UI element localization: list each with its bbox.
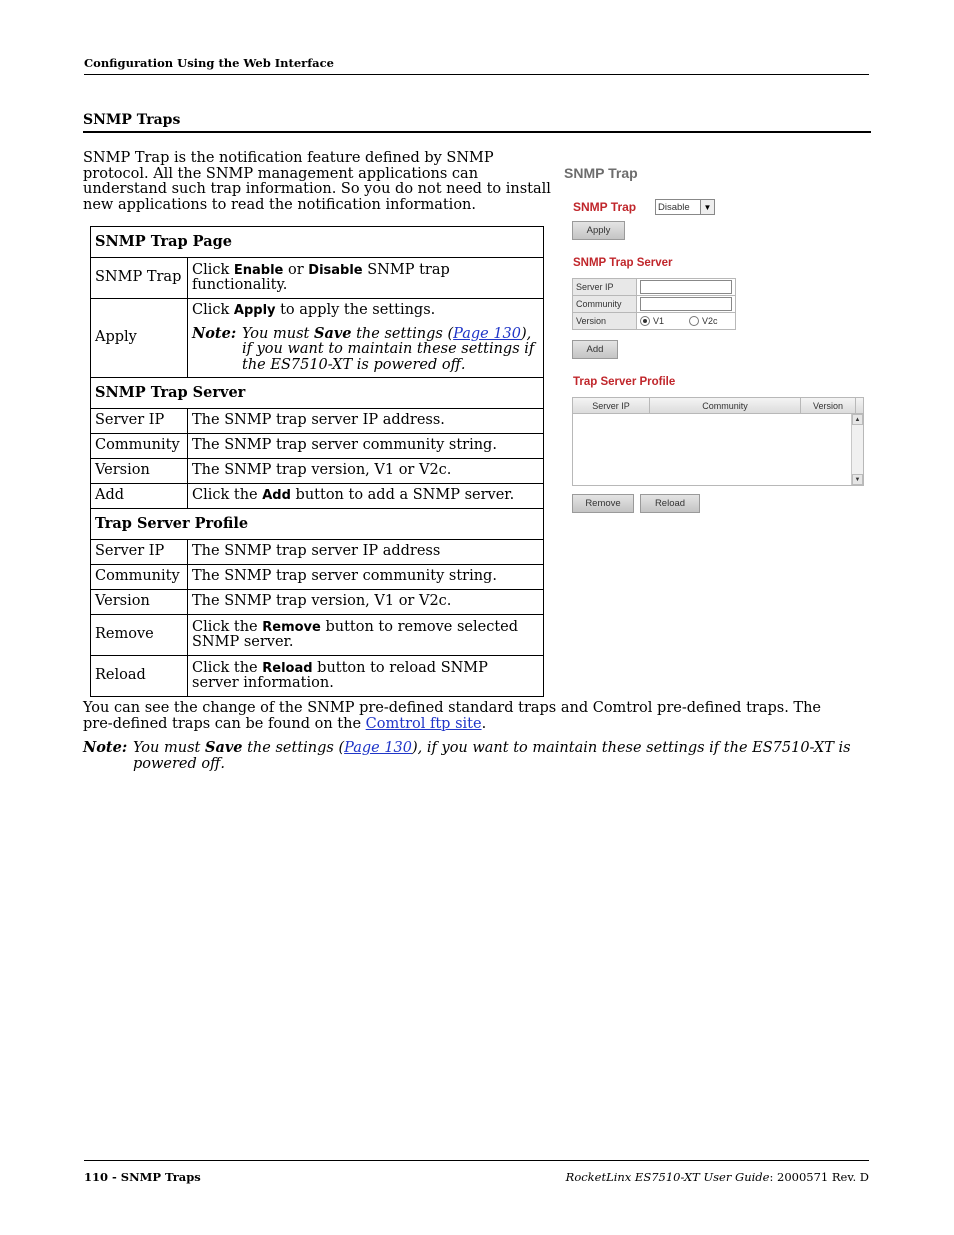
table-subheader: Trap Server Profile	[91, 509, 544, 540]
version-label: Version	[573, 313, 637, 330]
section-title: SNMP Traps	[83, 112, 181, 128]
settings-table	[90, 226, 544, 697]
table-cell-desc: Click the Add button to add a SNMP server.	[188, 484, 544, 509]
table-subheader: SNMP Trap Page	[91, 227, 544, 258]
section-rule	[83, 131, 871, 133]
ui-snmp-trap-label: SNMP Trap	[573, 200, 637, 214]
running-header: Configuration Using the Web Interface	[84, 56, 334, 70]
server-ip-label: Server IP	[573, 279, 637, 296]
apply-button[interactable]: Apply	[572, 221, 625, 240]
table-cell-desc: The SNMP trap server IP address	[188, 540, 544, 565]
footer-doc-label: RocketLinx ES7510-XT User Guide: 2000571 Rev. D	[565, 1170, 869, 1184]
scroll-down-icon[interactable]: ▼	[852, 474, 863, 485]
reload-button[interactable]: Reload	[640, 494, 700, 513]
snmp-trap-select[interactable]	[655, 199, 715, 215]
v2c-radio[interactable]	[689, 316, 699, 326]
v1-label: V1	[653, 315, 665, 326]
page-link[interactable]: Page 130	[344, 740, 413, 756]
profile-list[interactable]	[572, 414, 864, 486]
table-cell-desc: The SNMP trap version, V1 or V2c.	[188, 590, 544, 615]
closing-paragraph: You can see the change of the SNMP pre-defined standard traps and Comtrol pre-defined traps. The pre-defined traps can be found on the Comtrol ftp site.	[83, 700, 822, 732]
apply-note: Note: You must Save the settings (Page 130), if you want to maintain these settings if the ES7510-XT is powered off.	[192, 324, 535, 373]
intro-paragraph: SNMP Trap is the notification feature defined by SNMP protocol. All the SNMP management applications can understand such trap information. So you do not need to install new applications to read the notification information.	[83, 150, 551, 213]
table-cell-label: Community	[91, 434, 188, 459]
table-cell-label: SNMP Trap	[91, 258, 188, 299]
ftp-site-link[interactable]: Comtrol ftp site	[365, 715, 482, 732]
table-cell-label: Version	[91, 590, 188, 615]
table-cell-desc: Click Enable or Disable SNMP trap functionality.	[188, 258, 544, 299]
chevron-down-icon: ▼	[700, 200, 714, 214]
table-cell-desc: The SNMP trap server IP address.	[188, 409, 544, 434]
col-community[interactable]: Community	[650, 398, 801, 413]
table-subheader: SNMP Trap Server	[91, 378, 544, 409]
table-cell-label: Server IP	[91, 540, 188, 565]
ui-trap-server-title: SNMP Trap Server	[573, 257, 673, 269]
table-cell-desc: The SNMP trap server community string.	[188, 434, 544, 459]
community-input[interactable]	[640, 297, 732, 311]
remove-button[interactable]: Remove	[572, 494, 634, 513]
ui-profile-title: Trap Server Profile	[573, 376, 676, 388]
table-cell-desc: Click the Reload button to reload SNMP server information.	[188, 656, 544, 697]
table-cell-desc: The SNMP trap server community string.	[188, 565, 544, 590]
scroll-up-icon[interactable]: ▲	[852, 414, 863, 425]
col-server-ip[interactable]: Server IP	[573, 398, 650, 413]
add-button[interactable]: Add	[572, 340, 618, 359]
col-version[interactable]: Version	[801, 398, 856, 413]
select-value: Disable	[658, 201, 690, 213]
server-ip-input[interactable]	[640, 280, 732, 294]
header-rule	[84, 74, 869, 75]
footer-rule	[84, 1160, 869, 1161]
v2c-label: V2c	[702, 315, 718, 326]
table-cell-desc: Click the Remove button to remove selected SNMP server.	[188, 615, 544, 656]
table-cell-label: Reload	[91, 656, 188, 697]
scrollbar[interactable]	[851, 414, 863, 485]
table-cell-label: Add	[91, 484, 188, 509]
table-cell-label: Apply	[91, 299, 188, 378]
community-label: Community	[573, 296, 637, 313]
table-cell-desc: The SNMP trap version, V1 or V2c.	[188, 459, 544, 484]
page-link[interactable]: Page 130	[453, 325, 522, 342]
profile-table-header	[572, 397, 864, 414]
table-cell-label: Community	[91, 565, 188, 590]
table-cell-label: Remove	[91, 615, 188, 656]
v1-radio[interactable]	[640, 316, 650, 326]
table-cell-label: Version	[91, 459, 188, 484]
trap-server-form	[572, 278, 736, 330]
footer-page-label: 110 - SNMP Traps	[84, 1170, 201, 1184]
table-cell-label: Server IP	[91, 409, 188, 434]
closing-note: Note: You must Save the settings (Page 130), if you want to maintain these settings if the ES7510-XT is powered off.	[83, 739, 851, 772]
ui-page-title: SNMP Trap	[564, 165, 638, 181]
table-cell-desc: Click Apply to apply the settings. Note: You must Save the settings (Page 130), if you want to maintain these settings if the ES7510-XT is powered off.	[188, 299, 544, 378]
